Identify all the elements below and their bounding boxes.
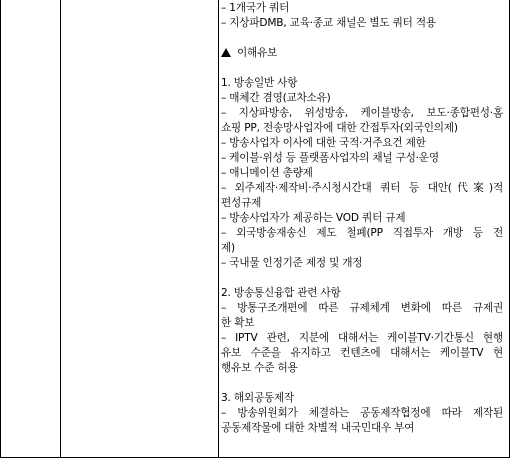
numbered-heading: 2. 방송통신융합 관련 사항 <box>221 287 341 299</box>
column-divider-1 <box>60 0 61 458</box>
text-line: – 방송위원회가 체결하는 공동제작협정에 따라 제작된 <box>221 407 503 419</box>
column-divider-2 <box>218 0 219 458</box>
text-line: 제) <box>221 242 235 254</box>
text-line: – 외주제작·제작비·주시청시간대 쿼터 등 대안(代案)적 <box>221 182 503 194</box>
numbered-heading: 3. 해외공동제작 <box>221 392 295 404</box>
text-line: – 1개국가 쿼터 <box>221 2 290 14</box>
text-line: – 국내물 인정기준 제정 및 개정 <box>221 257 363 269</box>
text-line: 유보 수준을 유지하고 컨텐츠에 대해서는 케이블TV 현 <box>221 347 503 359</box>
text-line: 한 확보 <box>221 317 255 329</box>
triangle-up-icon <box>221 48 231 57</box>
text-line: – 매체간 겸영(교차소유) <box>221 92 331 104</box>
text-line: – 케이블·위성 등 플랫폼사업자의 채널 구성·운영 <box>221 152 439 164</box>
text-line: – 애니메이션 총량제 <box>221 167 313 179</box>
heading-label: 이해유보 <box>237 47 278 59</box>
text-line: 행유보 수준 허용 <box>221 362 298 374</box>
text-line: – 지상파DMB, 교육·종교 채널은 별도 쿼터 적용 <box>221 17 436 29</box>
section-heading <box>221 46 277 61</box>
text-line: – 지상파방송, 위성방송, 케이블방송, 보도·종합편성·홈 <box>221 107 503 119</box>
text-line: – 방송사업자 이사에 대한 국적·거주요건 제한 <box>221 137 426 149</box>
text-line: – 외국방송재송신 제도 철폐(PP 직접투자 개방 등 전 <box>221 227 503 239</box>
numbered-heading: 1. 방송일반 사항 <box>221 77 298 89</box>
table-border-left <box>0 0 1 458</box>
text-line: 공동제작물에 대한 차별적 내국민대우 부여 <box>221 422 415 434</box>
text-line: – IPTV 관련, 지분에 대해서는 케이블TV·기간통신 현행 <box>221 332 503 344</box>
text-line: 쇼핑 PP, 전송망사업자에 대한 간접투자(외국인의제) <box>221 122 458 134</box>
text-line: – 방송사업자가 제공하는 VOD 쿼터 규제 <box>221 212 406 224</box>
text-line: – 방통구조개편에 따른 규제체계 변화에 따른 규제권 <box>221 302 503 314</box>
text-line: 편성규제 <box>221 197 262 209</box>
content-cell <box>221 0 507 458</box>
